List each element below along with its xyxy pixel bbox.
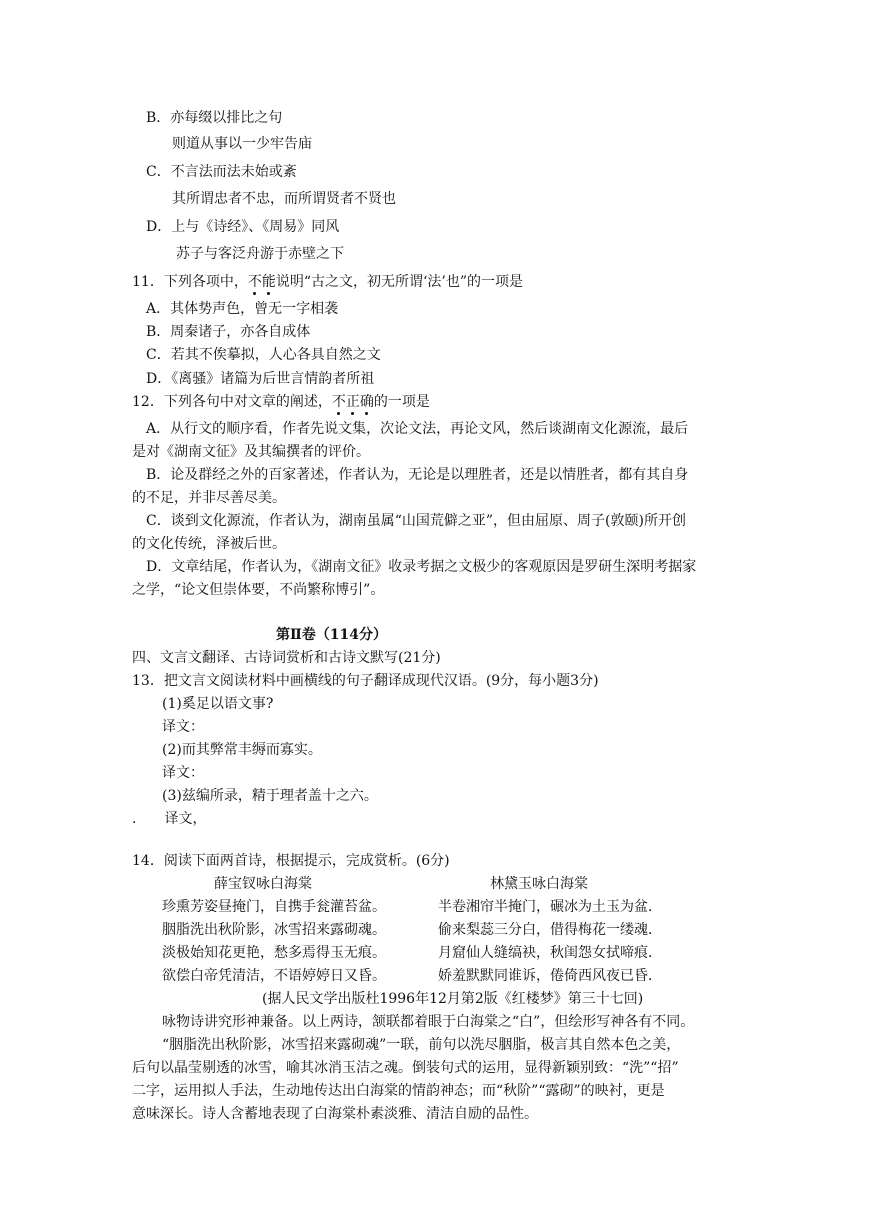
q11-option-a: A．其体势声色，曾无一字相袭 bbox=[146, 301, 339, 317]
poem2-line: 偷来梨蕊三分白，借得梅花一缕魂． bbox=[438, 922, 662, 938]
q11-option-c: C．若其不俟摹拟，人心各具自然之文 bbox=[146, 347, 381, 363]
poem-source: (据人民文学出版杜1996年12月第2版《红楼梦》第三十七回) bbox=[262, 991, 644, 1007]
q10-option-b bbox=[146, 108, 282, 128]
analysis-paragraph-line: “胭脂洗出秋阶影，冰雪招来露砌魂”一联，前句以洗尽胭脂，极言其自然本色之美， bbox=[162, 1037, 681, 1053]
q11-stem: 11．下列各项中，不能说明“古之文，初无所谓‘法’也”的一项是 bbox=[132, 274, 524, 290]
analysis-paragraph-line: 二字，运用拟人手法，生动地传达出白海棠的情韵神态；而“秋阶”“露砌”的映衬，更是 bbox=[132, 1083, 665, 1099]
poem1-line: 胭脂洗出秋阶影，冰雪招来露砌魂。 bbox=[162, 922, 386, 938]
analysis-paragraph-line: 后句以晶莹剔透的冰雪，喻其冰消玉洁之魂。倒装句式的运用，显得新颖别致：“洗”“招” bbox=[132, 1060, 679, 1076]
q11-option-b: B．周秦诸子，亦各自成体 bbox=[146, 324, 311, 340]
q10-option-d-line2: 苏子与客泛舟游于赤壁之下 bbox=[176, 246, 344, 262]
q13-sentence-1: (1)奚足以语文事? bbox=[162, 696, 274, 712]
q13-sentence-3: (3)兹编所录，精于理者盖十之六。 bbox=[162, 788, 378, 804]
q14-stem: 14．阅读下面两首诗，根据提示，完成赏析。(6分) bbox=[132, 853, 450, 869]
q12-option-b-cont: 的不足，并非尽善尽美。 bbox=[132, 490, 286, 506]
option-text: 不言法而法未始或紊 bbox=[170, 164, 297, 180]
poem1-line: 珍熏芳姿昼掩门，自携手瓮灌苔盆。 bbox=[162, 899, 386, 915]
q11-option-d: D．《离骚》诸篇为后世言情韵者所祖 bbox=[146, 371, 375, 387]
q12-stem: 12．下列各句中对文章的阐述，不正确的一项是 bbox=[132, 394, 430, 410]
section4-heading: 四、文言文翻译、古诗词赏析和古诗文默写(21分) bbox=[132, 650, 441, 666]
option-label: B． bbox=[146, 110, 171, 126]
q10-option-b-line2: 则道从事以一少牢告庙 bbox=[172, 136, 312, 152]
part2-title: 第Ⅱ卷（114分） bbox=[276, 627, 388, 643]
analysis-paragraph-line: 意味深长。诗人含蓄地表现了白海棠朴素淡雅、清洁自励的品性。 bbox=[132, 1106, 538, 1122]
q12-option-c-cont: 的文化传统，泽被后世。 bbox=[132, 536, 286, 552]
q13-stem: 13．把文言文阅读材料中画横线的句子翻译成现代汉语。(9分，每小题3分) bbox=[132, 673, 599, 689]
q12-option-d-cont: 之学，“论文但崇体要，不尚繁称博引”。 bbox=[132, 582, 385, 598]
poem2-line: 半卷湘帘半掩门，碾冰为土玉为盆． bbox=[438, 899, 662, 915]
q12-option-b: B．论及群经之外的百家著述，作者认为，无论是以理胜者，还是以情胜者，都有其自身 bbox=[146, 467, 689, 483]
q10-option-c bbox=[146, 162, 297, 182]
option-label: C． bbox=[146, 164, 171, 180]
q12-option-a-cont: 是对《湖南文征》及其编撰者的评价。 bbox=[132, 444, 370, 460]
q10-option-d bbox=[146, 217, 339, 237]
poem2-title: 林黛玉咏白海棠 bbox=[490, 876, 588, 892]
poem2-line: 娇羞默默同谁诉，倦倚西风夜已昏． bbox=[438, 968, 662, 984]
q12-option-c: C．谈到文化源流，作者认为，湖南虽属“山国荒僻之亚”，但由屈原、周子(敦颐)所开创 bbox=[146, 513, 686, 529]
q13-sentence-2: (2)而其弊常丰缛而寡实。 bbox=[162, 742, 322, 758]
q13-translation-3: . 译文， bbox=[132, 811, 207, 827]
q12-option-d: D．文章结尾，作者认为，《湖南文征》收录考据之文极少的客观原因是罗研生深明考据家 bbox=[146, 559, 697, 575]
poem2-line: 月窟仙人缝缟袂，秋闺怨女拭啼痕． bbox=[438, 945, 662, 961]
option-label: D． bbox=[146, 219, 172, 235]
poem1-line: 欲偿白帝凭清洁，不语婷婷日又昏。 bbox=[162, 968, 386, 984]
option-text: 亦每缀以排比之句 bbox=[170, 110, 283, 126]
poem1-line: 淡极始知花更艳，愁多焉得玉无痕。 bbox=[162, 945, 386, 961]
q13-translation-1: 译文： bbox=[162, 719, 204, 735]
poem1-title: 薛宝钗咏白海棠 bbox=[214, 876, 312, 892]
analysis-paragraph-line: 咏物诗讲究形神兼备。以上两诗，颔联都着眼于白海棠之“白”，但绘形写神各有不同。 bbox=[162, 1014, 695, 1030]
option-text: 上与《诗经》、《周易》同风 bbox=[171, 219, 340, 235]
q10-option-c-line2: 其所谓忠者不忠，而所谓贤者不贤也 bbox=[172, 191, 396, 207]
q13-translation-2: 译文： bbox=[162, 765, 204, 781]
q12-option-a: A．从行文的顺序看，作者先说文集，次论文法，再论文风，然后谈湖南文化源流，最后 bbox=[146, 421, 689, 437]
